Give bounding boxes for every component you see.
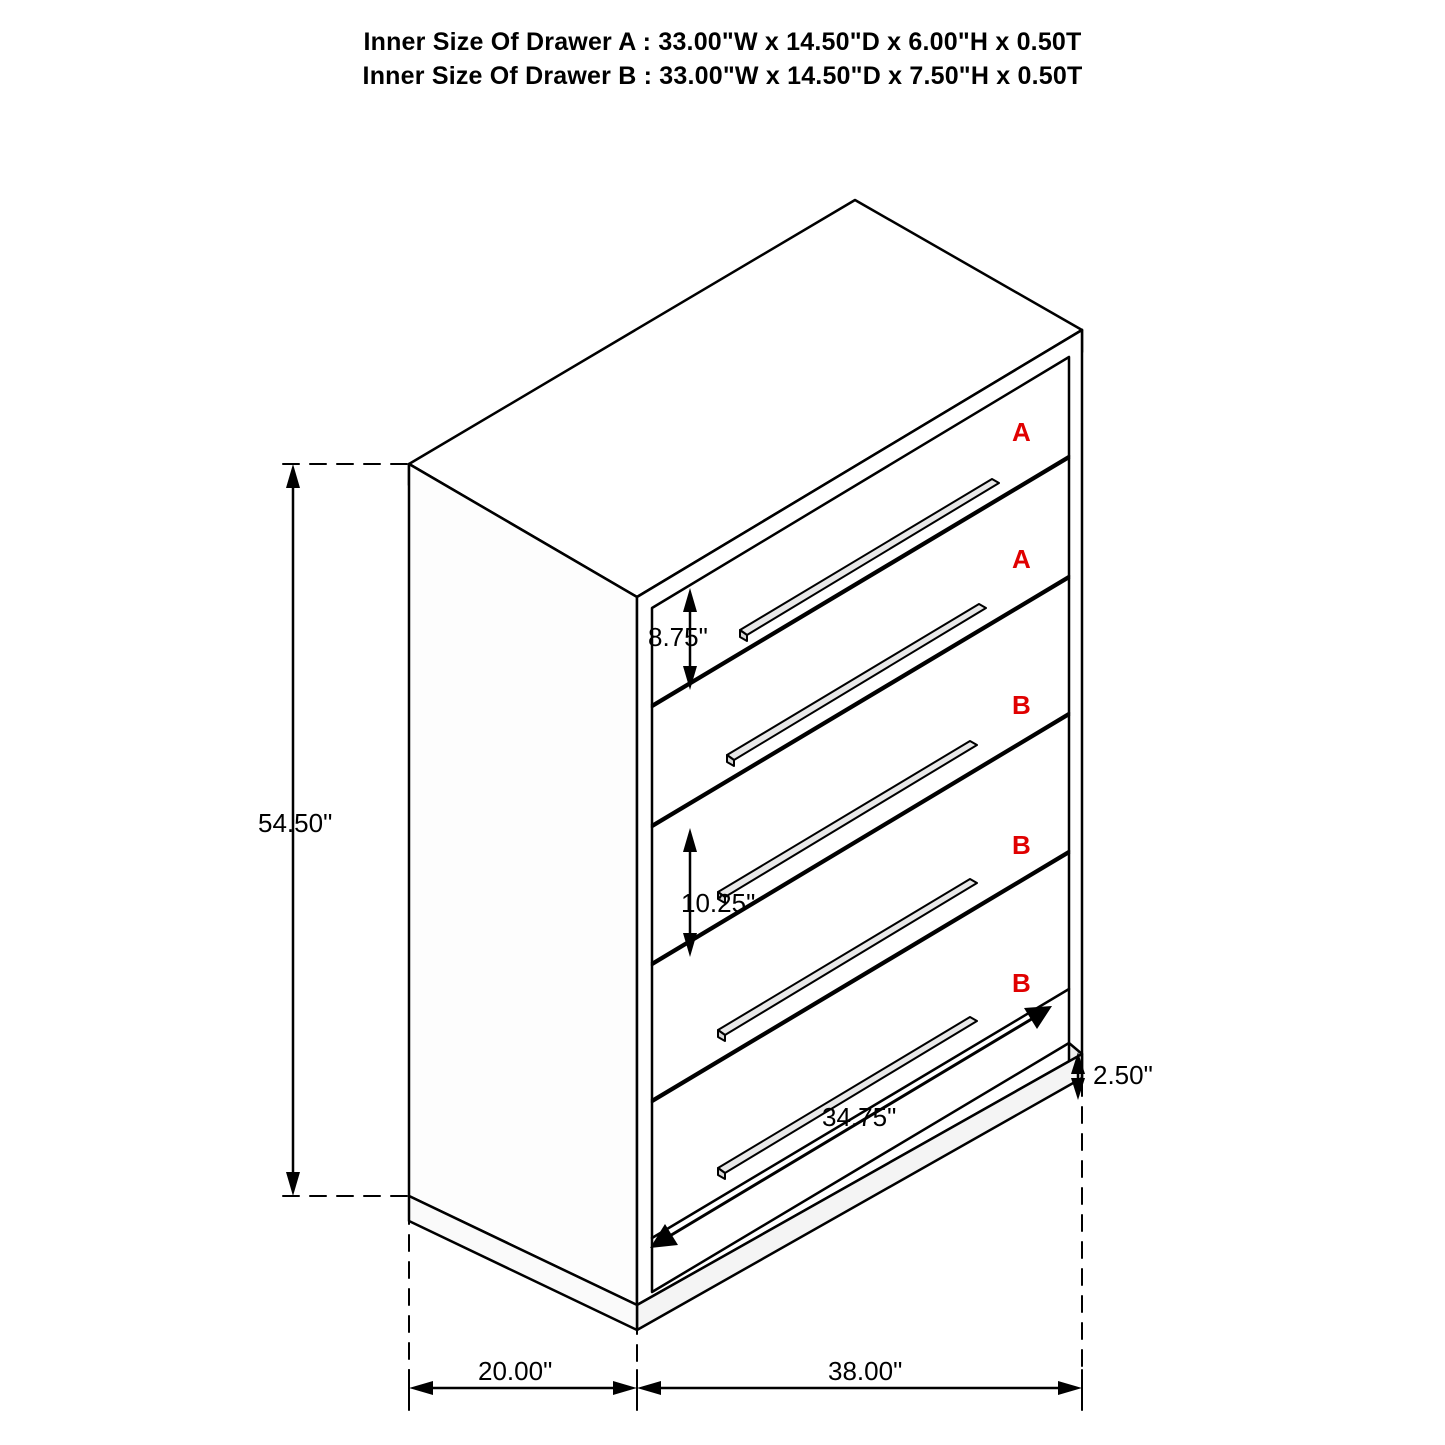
drawer-label-1: A [1012,417,1031,447]
arrow-depth-right [613,1381,637,1395]
dim-label-interior-width: 34.75" [822,1102,897,1132]
drawer-b-spec-line: Inner Size Of Drawer B : 33.00"W x 14.50"D x 7.50"H x 0.50T [362,62,1083,90]
arrow-height-up [286,464,300,488]
dim-label-base-height: 2.50" [1093,1060,1153,1090]
dim-label-drawer-b-height: 10.25" [681,888,756,918]
dim-label-drawer-a-height: 8.75" [648,622,708,652]
arrow-depth-left [409,1381,433,1395]
dim-label-width: 38.00" [828,1356,903,1386]
drawer-label-4: B [1012,830,1031,860]
cabinet-left-side [409,464,637,1305]
arrow-width-right [1058,1381,1082,1395]
drawer-a-spec-line: Inner Size Of Drawer A : 33.00"W x 14.50"D x 6.00"H x 0.50T [363,28,1082,56]
drawer-label-5: B [1012,968,1031,998]
dim-label-overall-height: 54.50" [258,808,333,838]
arrow-width-left [637,1381,661,1395]
drawer-label-3: B [1012,690,1031,720]
dim-label-depth: 20.00" [478,1356,553,1386]
drawer-label-2: A [1012,544,1031,574]
arrow-height-down [286,1172,300,1196]
